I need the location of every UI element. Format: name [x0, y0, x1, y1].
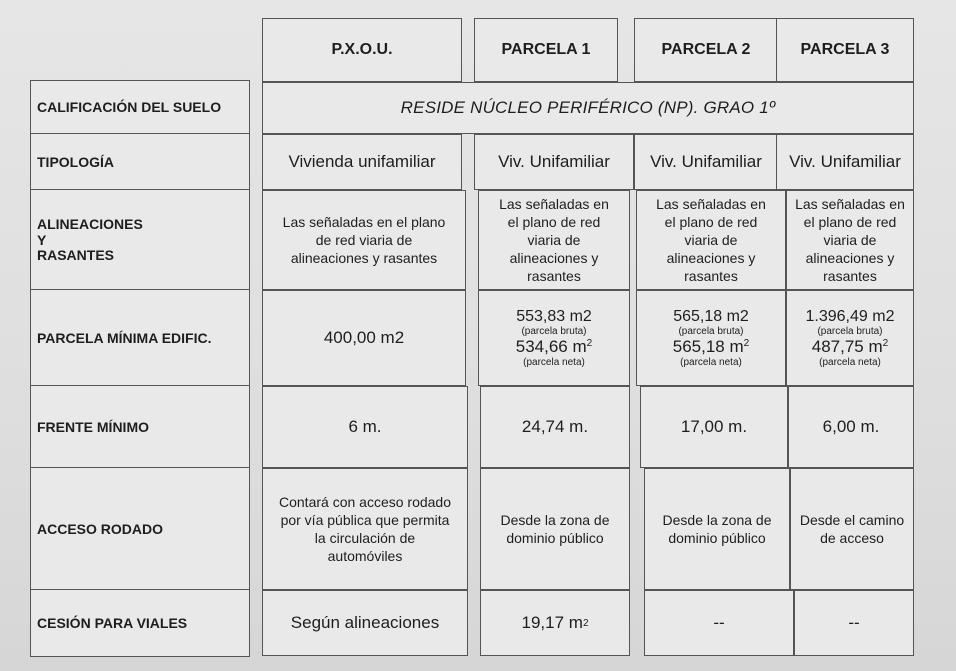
p2-bruta-value: 565,18 m2	[673, 308, 749, 325]
tipologia-pxou: Vivienda unifamiliar	[262, 134, 462, 190]
label-calificacion: CALIFICACIÓN DEL SUELO	[31, 81, 249, 134]
tipologia-parcela-3: Viv. Unifamiliar	[776, 134, 914, 190]
p1-neta-note: (parcela neta)	[523, 357, 585, 368]
label-alineaciones: ALINEACIONES Y RASANTES	[31, 190, 249, 290]
p1-bruta-note: (parcela bruta)	[521, 326, 587, 337]
cesion-viales-parcela-3: --	[794, 590, 914, 656]
acceso-rodado-parcela-1: Desde la zona de dominio público	[480, 468, 630, 590]
header-parcela-3: PARCELA 3	[776, 18, 914, 82]
p2-neta-value: 565,18 $m^2$	[672, 337, 750, 356]
parcela-minima-pxou: 400,00 m2	[262, 290, 466, 386]
tipologia-parcela-2: Viv. Unifamiliar	[634, 134, 778, 190]
header-parcela-1: PARCELA 1	[474, 18, 618, 82]
label-acceso-rodado: ACCESO RODADO	[31, 468, 249, 590]
frente-minimo-parcela-1: 24,74 m.	[480, 386, 630, 468]
parcela-minima-parcela-1	[478, 290, 630, 386]
alineaciones-parcela-2: Las señaladas en el plano de red viaria de alineaciones y rasantes	[636, 190, 786, 290]
parcela-minima-parcela-2	[636, 290, 786, 386]
p1-bruta-value: 553,83 m2	[516, 308, 592, 325]
header-pxou: P.X.O.U.	[262, 18, 462, 82]
cesion-viales-parcela-1: 19,17 m 2	[480, 590, 630, 656]
label-frente-minimo: FRENTE MÍNIMO	[31, 386, 249, 468]
p1-neta-value: 534,66 $m^2$	[515, 337, 593, 356]
label-tipologia: TIPOLOGÍA	[31, 134, 249, 190]
header-parcela-2: PARCELA 2	[634, 18, 778, 82]
acceso-rodado-pxou: Contará con acceso rodado por vía pública que permita la circulación de automóviles	[262, 468, 468, 590]
alineaciones-parcela-1: Las señaladas en el plano de red viaria de alineaciones y rasantes	[478, 190, 630, 290]
alineaciones-pxou: Las señaladas en el plano de red viaria de alineaciones y rasantes	[262, 190, 466, 290]
p3-bruta-note: (parcela bruta)	[817, 326, 883, 337]
calificacion-value: RESIDE NÚCLEO PERIFÉRICO (NP). GRAO 1º	[262, 82, 914, 134]
tipologia-parcela-1: Viv. Unifamiliar	[474, 134, 634, 190]
row-labels-column	[30, 80, 250, 657]
p3-bruta-value: 1.396,49 m2	[805, 308, 895, 325]
label-cesion-viales: CESIÓN PARA VIALES	[37, 615, 188, 631]
parcela-minima-parcela-3	[786, 290, 914, 386]
alineaciones-parcela-3: Las señaladas en el plano de red viaria de alineaciones y rasantes	[786, 190, 914, 290]
frente-minimo-parcela-3: 6,00 m.	[788, 386, 914, 468]
p3-neta-value: 487,75 $m^2$	[811, 337, 889, 356]
cesion-viales-pxou: Según alineaciones	[262, 590, 468, 656]
cesion-viales-parcela-2: --	[644, 590, 794, 656]
frente-minimo-parcela-2: 17,00 m.	[640, 386, 788, 468]
acceso-rodado-parcela-3: Desde el camino de acceso	[790, 468, 914, 590]
p2-neta-note: (parcela neta)	[680, 357, 742, 368]
p3-neta-note: (parcela neta)	[819, 357, 881, 368]
frente-minimo-pxou: 6 m.	[262, 386, 468, 468]
p2-bruta-note: (parcela bruta)	[678, 326, 744, 337]
acceso-rodado-parcela-2: Desde la zona de dominio público	[644, 468, 790, 590]
label-parcela-minima: PARCELA MÍNIMA EDIFIC.	[31, 290, 249, 386]
